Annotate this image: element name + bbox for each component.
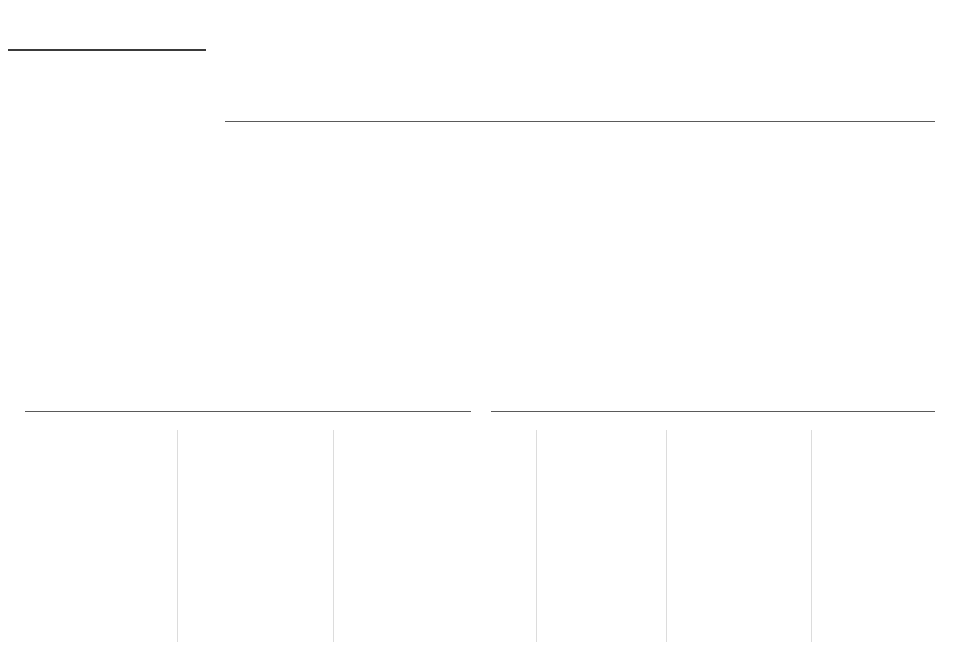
modules-divider-title-wrap — [0, 405, 961, 423]
config-top-drawing — [37, 289, 173, 383]
config-top-drawing — [805, 287, 947, 393]
brand-rule — [8, 49, 206, 51]
module-front-drawing — [440, 449, 523, 489]
module-top-drawing — [684, 551, 732, 619]
module-top-drawing — [748, 551, 796, 619]
module-top-drawing — [116, 551, 154, 619]
config-top-drawing — [226, 289, 378, 383]
sofa-front-drawing — [416, 170, 642, 249]
modules-divider-title — [471, 410, 491, 420]
module-top-drawing — [610, 551, 646, 619]
module-front-drawing — [889, 449, 938, 489]
module-front-drawing — [556, 449, 596, 489]
sofa-front-drawing — [206, 170, 398, 249]
separator-line — [177, 430, 178, 642]
module-top-drawing — [434, 551, 522, 619]
module-front-drawing — [262, 449, 319, 489]
module-top-drawing — [47, 551, 75, 619]
module-front-drawing — [686, 449, 735, 489]
config-top-drawing — [439, 289, 617, 383]
module-front-drawing — [49, 449, 74, 489]
bench-front-drawing — [287, 17, 323, 41]
separator-line — [536, 430, 537, 642]
module-front-drawing — [609, 449, 649, 489]
module-front-drawing — [115, 449, 149, 489]
module-front-drawing — [828, 449, 877, 489]
separator-line — [333, 430, 334, 642]
module-top-drawing — [827, 546, 877, 638]
module-front-drawing — [193, 449, 250, 489]
sofa-front-drawing — [26, 170, 184, 249]
module-top-drawing — [190, 551, 252, 619]
module-front-drawing — [748, 449, 797, 489]
bench-top-drawing — [286, 67, 324, 113]
sofa-front-drawing — [671, 170, 931, 249]
module-top-drawing — [260, 551, 322, 619]
module-top-drawing — [557, 551, 593, 619]
header-divider-line — [225, 121, 935, 122]
separator-line — [811, 430, 812, 642]
module-front-drawing — [348, 449, 431, 489]
module-top-drawing — [888, 546, 938, 638]
separator-line — [666, 430, 667, 642]
config-top-drawing — [675, 287, 817, 393]
side-dimension-diagram-long — [738, 4, 953, 122]
module-top-drawing — [342, 551, 430, 619]
side-dimension-diagram-short — [560, 4, 710, 122]
